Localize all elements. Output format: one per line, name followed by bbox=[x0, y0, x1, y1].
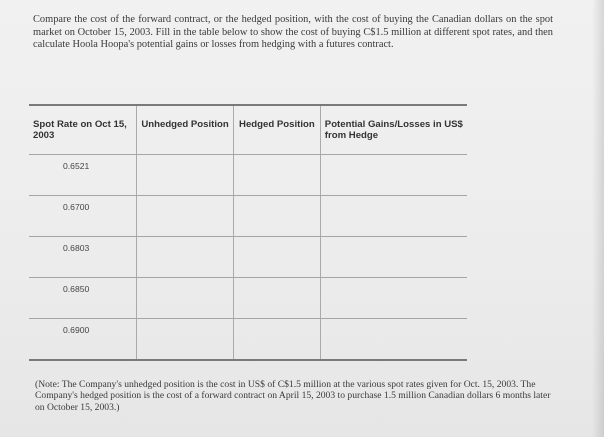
gain-loss-cell[interactable] bbox=[320, 319, 467, 361]
hedged-cell[interactable] bbox=[233, 319, 320, 361]
spot-rate-value: 0.6850 bbox=[63, 284, 90, 294]
unhedged-cell[interactable] bbox=[137, 155, 234, 196]
table-row bbox=[29, 196, 467, 237]
header-unhedged-position: Unhedged Position bbox=[137, 105, 234, 155]
spot-rate-cell bbox=[29, 196, 137, 237]
table-row bbox=[29, 278, 467, 319]
hedging-table-container bbox=[29, 104, 467, 361]
screen-edge-shadow bbox=[592, 0, 604, 437]
gain-loss-cell[interactable] bbox=[320, 237, 467, 278]
spot-rate-cell bbox=[29, 278, 137, 319]
unhedged-cell[interactable] bbox=[137, 319, 234, 361]
footnote-text: (Note: The Company's unhedged position is the cost in US$ of C$1.5 million at the various spot rates given for Oct. 15, 2003. The Company's hedged position is the cost of a forward contract on April 15, 2003 to purchase 1.5 million Canadian dollars 6 months later on October 15, 2003.) bbox=[35, 379, 551, 413]
spot-rate-value: 0.6700 bbox=[63, 202, 90, 212]
spot-rate-value: 0.6900 bbox=[63, 325, 90, 335]
spot-rate-cell bbox=[29, 237, 137, 278]
spot-rate-cell bbox=[29, 319, 137, 361]
unhedged-cell[interactable] bbox=[137, 278, 234, 319]
gain-loss-cell[interactable] bbox=[320, 196, 467, 237]
table-row bbox=[29, 155, 467, 196]
spot-rate-value: 0.6803 bbox=[63, 243, 90, 253]
hedged-cell[interactable] bbox=[233, 237, 320, 278]
header-potential-gains-losses: Potential Gains/Losses in US$ from Hedge bbox=[320, 105, 467, 155]
spot-rate-value: 0.6521 bbox=[63, 161, 90, 171]
spot-rate-cell bbox=[29, 155, 137, 196]
table-row bbox=[29, 237, 467, 278]
hedged-cell[interactable] bbox=[233, 278, 320, 319]
question-instructions: Compare the cost of the forward contract, or the hedged position, with the cost of buying the Canadian dollars on the spot market on October 15, 2003. Fill in the table below to show the cost of buying C$1.5 million at different spot rates, and then calculate Hoola Hoopa's potential gains or losses from hedging with a futures contract. bbox=[33, 14, 553, 50]
table-row bbox=[29, 319, 467, 361]
table-header-row bbox=[29, 105, 467, 155]
gain-loss-cell[interactable] bbox=[320, 155, 467, 196]
hedged-cell[interactable] bbox=[233, 155, 320, 196]
header-hedged-position: Hedged Position bbox=[233, 105, 320, 155]
header-spot-rate: Spot Rate on Oct 15, 2003 bbox=[29, 105, 137, 155]
hedged-cell[interactable] bbox=[233, 196, 320, 237]
hedging-table bbox=[29, 104, 467, 361]
unhedged-cell[interactable] bbox=[137, 196, 234, 237]
unhedged-cell[interactable] bbox=[137, 237, 234, 278]
gain-loss-cell[interactable] bbox=[320, 278, 467, 319]
